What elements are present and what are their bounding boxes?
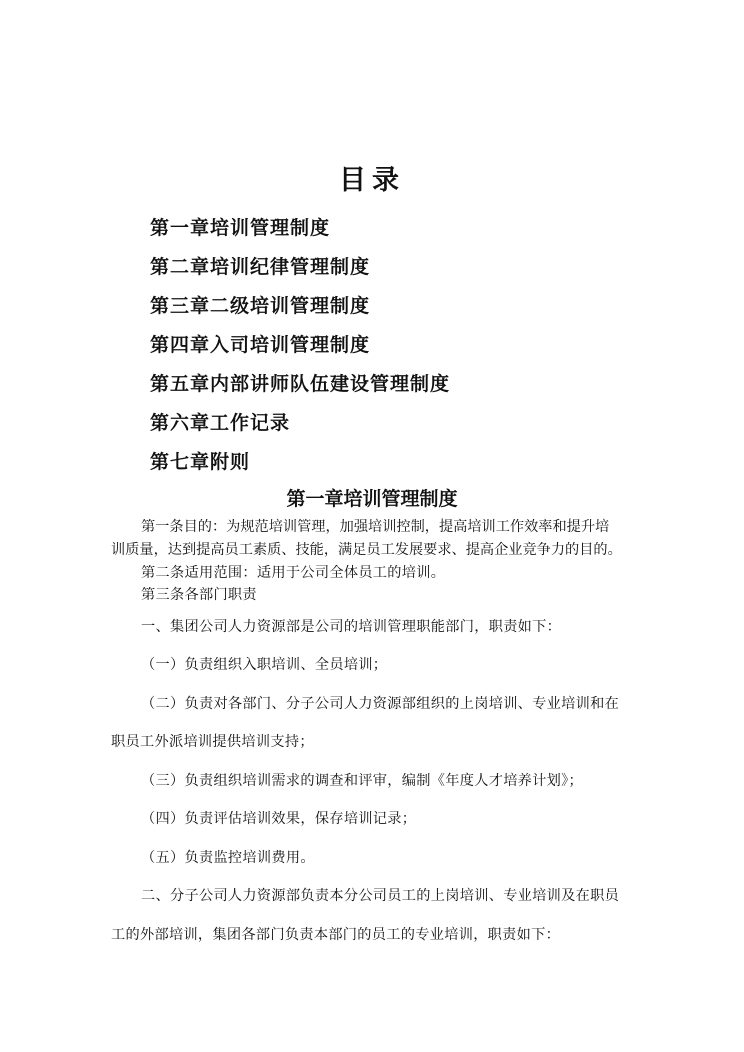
toc-item-chapter-3: 第三章二级培训管理制度 (150, 295, 371, 317)
paragraph-line: 第一条目的：为规范培训管理，加强培训控制，提高培训工作效率和提升培 (141, 519, 610, 535)
paragraph-line: 二、分子公司人力资源部负责本分公司员工的上岗培训、专业培训及在职员 (141, 888, 620, 904)
paragraph-line: （三）负责组织培训需求的调查和评审，编制《年度人才培养计划》； (141, 773, 584, 789)
paragraph-line: （二）负责对各部门、分子公司人力资源部组织的上岗培训、专业培训和在 (141, 696, 620, 712)
paragraph-line: 工的外部培训，集团各部门负责本部门的员工的专业培训，职责如下： (111, 927, 561, 943)
paragraph-line: （五）负责监控培训费用。 (141, 850, 315, 866)
paragraph-line: 训质量，达到提高员工素质、技能，满足员工发展要求、提高企业竞争力的目的。 (111, 542, 622, 558)
paragraph-line: （四）负责评估培训效果，保存培训记录； (141, 811, 417, 827)
paragraph-line: 一、集团公司人力资源部是公司的培训管理职能部门，职责如下： (141, 619, 562, 635)
paragraph-line: 职员工外派培训提供培训支持； (111, 734, 314, 750)
chapter-title: 第一章培训管理制度 (286, 488, 458, 510)
toc-item-chapter-6: 第六章工作记录 (150, 412, 291, 434)
toc-item-chapter-1: 第一章培训管理制度 (150, 217, 331, 239)
paragraph-line: （一）负责组织入职培训、全员培训； (141, 657, 388, 673)
toc-item-chapter-7: 第七章附则 (150, 451, 251, 473)
paragraph-line: 第三条各部门职责 (141, 587, 257, 603)
toc-item-chapter-4: 第四章入司培训管理制度 (150, 334, 371, 356)
toc-item-chapter-5: 第五章内部讲师队伍建设管理制度 (150, 373, 451, 395)
toc-title: 目录 (339, 165, 405, 196)
toc-item-chapter-2: 第二章培训纪律管理制度 (150, 256, 371, 278)
paragraph-line: 第二条适用范围：适用于公司全体员工的培训。 (141, 565, 446, 581)
